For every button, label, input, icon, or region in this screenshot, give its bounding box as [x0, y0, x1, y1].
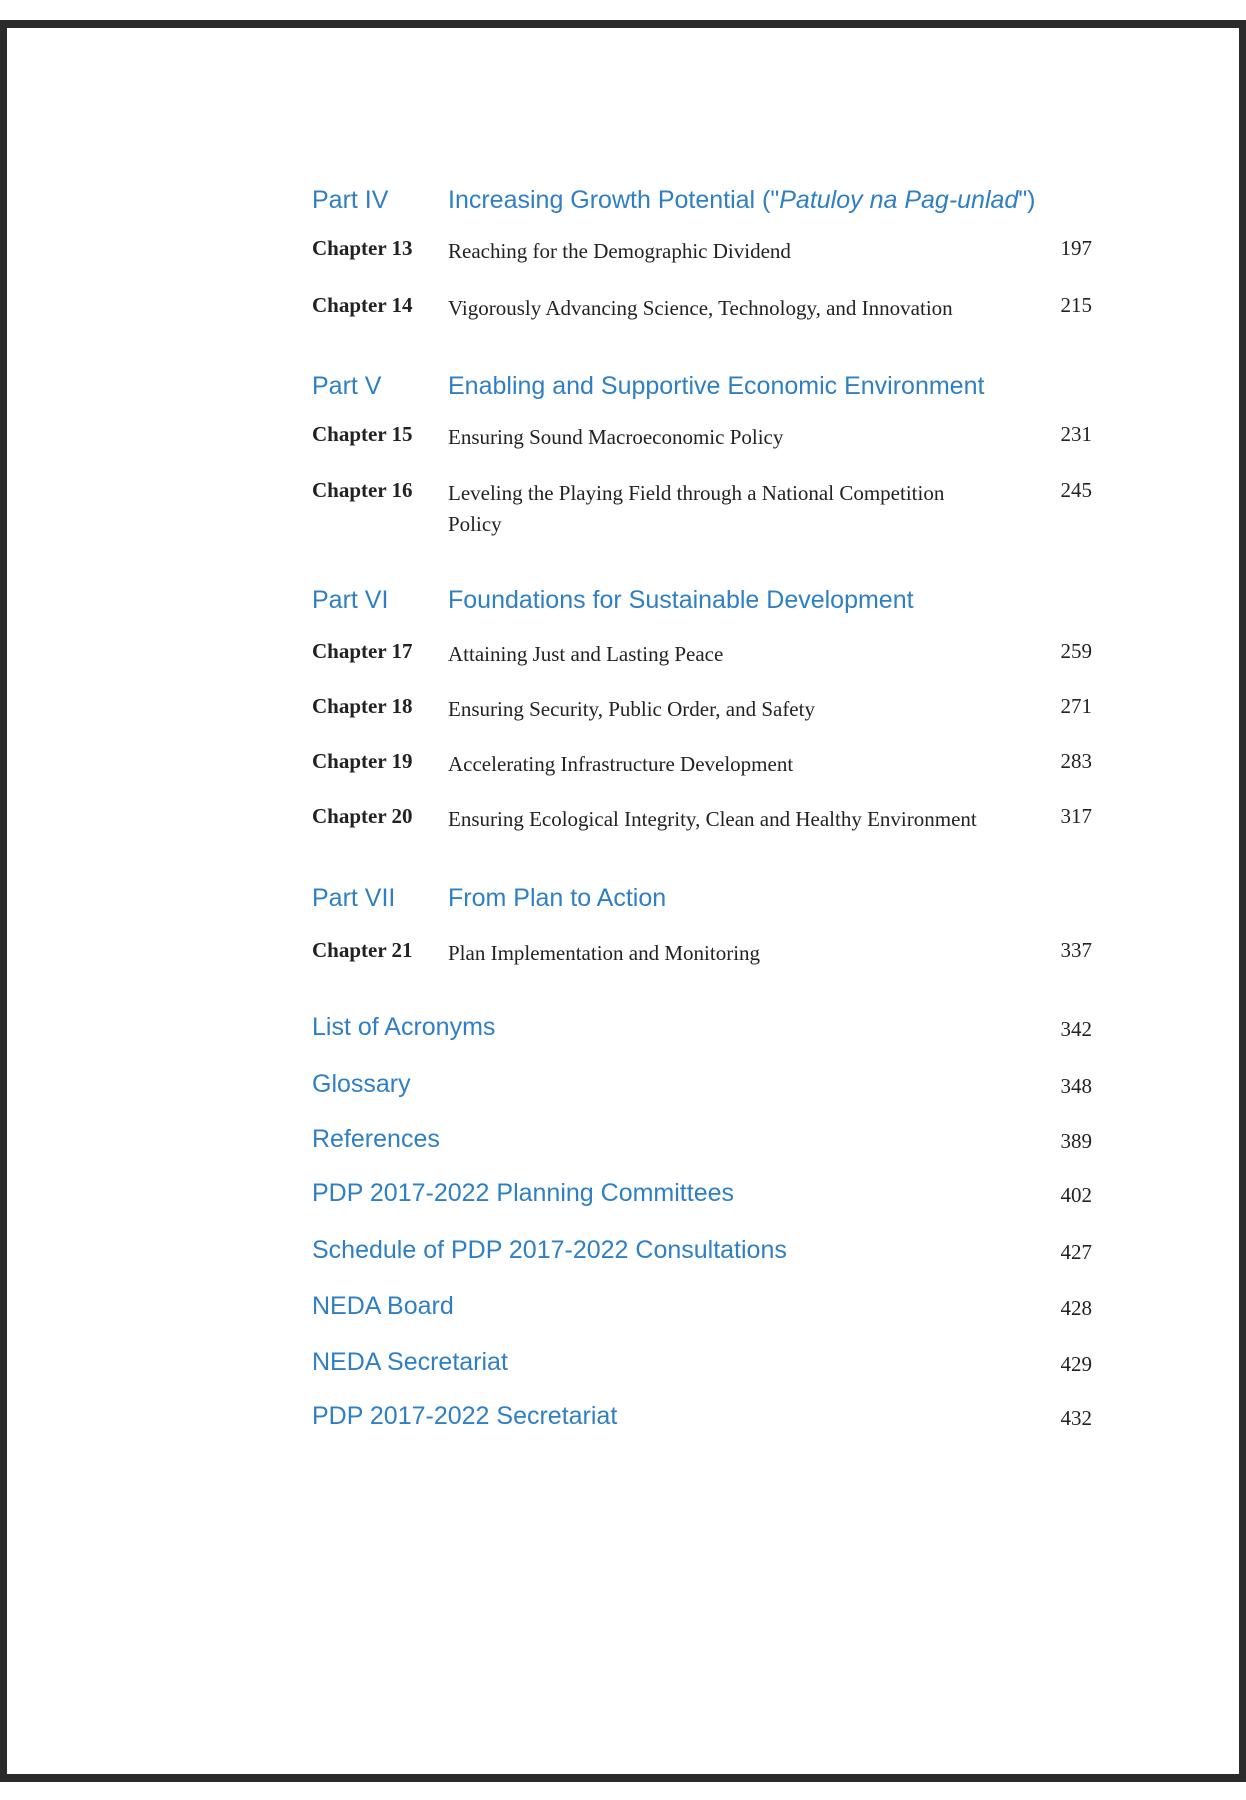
- part-heading-6[interactable]: [312, 586, 1092, 620]
- toc-entry-planning-committees[interactable]: [312, 1179, 1092, 1213]
- page-number: 402: [1060, 1183, 1092, 1207]
- page-number: 271: [1060, 694, 1092, 718]
- chapter-title: Leveling the Playing Field through a National Competition Policy: [448, 481, 945, 536]
- page-border-left: [0, 20, 7, 1780]
- page-number: 259: [1060, 639, 1092, 663]
- back-matter-title: NEDA Board: [312, 1292, 454, 1320]
- toc-entry-glossary[interactable]: [312, 1070, 1092, 1104]
- chapter-label: Chapter 18: [312, 694, 413, 718]
- page-number: 342: [1060, 1017, 1092, 1041]
- toc-entry-references[interactable]: [312, 1125, 1092, 1159]
- chapter-label: Chapter 17: [312, 639, 413, 663]
- chapter-title: Reaching for the Demographic Dividend: [448, 239, 791, 263]
- toc-entry-list-of-acronyms[interactable]: [312, 1013, 1092, 1047]
- chapter-label: Chapter 16: [312, 478, 413, 502]
- back-matter-title: List of Acronyms: [312, 1013, 496, 1041]
- chapter-label: Chapter 21: [312, 938, 413, 962]
- chapter-label: Chapter 15: [312, 422, 413, 446]
- toc-entry-chapter-17[interactable]: [312, 639, 1092, 671]
- document-page: [7, 28, 1239, 1774]
- back-matter-title: References: [312, 1125, 440, 1153]
- page-number: 231: [1060, 422, 1092, 446]
- page-number: 427: [1060, 1240, 1092, 1264]
- back-matter-title: PDP 2017-2022 Planning Committees: [312, 1179, 735, 1207]
- page-number: 432: [1060, 1406, 1092, 1430]
- part-title: Enabling and Supportive Economic Environment: [448, 372, 985, 400]
- page-border-top: [0, 20, 1246, 28]
- page-border-right: [1239, 20, 1246, 1780]
- toc-entry-consultations[interactable]: [312, 1236, 1092, 1270]
- page-number: 337: [1060, 938, 1092, 962]
- page-number: 197: [1060, 236, 1092, 260]
- page-number: 429: [1060, 1352, 1092, 1376]
- page-number: 348: [1060, 1074, 1092, 1098]
- chapter-label: Chapter 13: [312, 236, 413, 260]
- back-matter-title: Schedule of PDP 2017-2022 Consultations: [312, 1236, 787, 1264]
- part-heading-5[interactable]: [312, 372, 1092, 406]
- toc-entry-neda-board[interactable]: [312, 1292, 1092, 1326]
- page-number: 283: [1060, 749, 1092, 773]
- part-heading-7[interactable]: [312, 884, 1092, 918]
- toc-entry-chapter-19[interactable]: [312, 749, 1092, 781]
- chapter-label: Chapter 19: [312, 749, 413, 773]
- page-number: 317: [1060, 804, 1092, 828]
- toc-entry-chapter-14[interactable]: [312, 293, 1092, 325]
- part-title: Increasing Growth Potential ("Patuloy na Pag-unlad"): [448, 186, 1036, 214]
- page-number: 389: [1060, 1129, 1092, 1153]
- back-matter-title: PDP 2017-2022 Secretariat: [312, 1402, 618, 1430]
- chapter-label: Chapter 14: [312, 293, 413, 317]
- page-border-bottom: [0, 1774, 1246, 1782]
- toc-entry-chapter-18[interactable]: [312, 694, 1092, 726]
- toc-entry-chapter-15[interactable]: [312, 422, 1092, 454]
- toc-entry-chapter-13[interactable]: [312, 236, 1092, 268]
- chapter-title: Accelerating Infrastructure Development: [448, 752, 794, 776]
- page-number: 215: [1060, 293, 1092, 317]
- part-label: Part VI: [312, 586, 389, 614]
- part-heading-4[interactable]: [312, 186, 1092, 220]
- part-title: From Plan to Action: [448, 884, 667, 912]
- back-matter-title: NEDA Secretariat: [312, 1348, 508, 1376]
- chapter-title: Ensuring Sound Macroeconomic Policy: [448, 425, 784, 449]
- chapter-title: Vigorously Advancing Science, Technology, and Innovation: [448, 296, 953, 320]
- chapter-label: Chapter 20: [312, 804, 413, 828]
- page-number: 245: [1060, 478, 1092, 502]
- back-matter-title: Glossary: [312, 1070, 411, 1098]
- part-title: Foundations for Sustainable Development: [448, 586, 914, 614]
- toc-entry-chapter-16[interactable]: [312, 478, 1092, 542]
- toc-entry-chapter-20[interactable]: [312, 804, 1092, 836]
- part-label: Part IV: [312, 186, 389, 214]
- chapter-title: Ensuring Security, Public Order, and Safety: [448, 697, 815, 721]
- chapter-title: Ensuring Ecological Integrity, Clean and Healthy Environment: [448, 807, 977, 831]
- part-label: Part V: [312, 372, 382, 400]
- toc-entry-neda-secretariat[interactable]: [312, 1348, 1092, 1382]
- chapter-title: Plan Implementation and Monitoring: [448, 941, 761, 965]
- part-label: Part VII: [312, 884, 396, 912]
- chapter-title: Attaining Just and Lasting Peace: [448, 642, 724, 666]
- toc-entry-chapter-21[interactable]: [312, 938, 1092, 970]
- page-number: 428: [1060, 1296, 1092, 1320]
- toc-entry-pdp-secretariat[interactable]: [312, 1402, 1092, 1436]
